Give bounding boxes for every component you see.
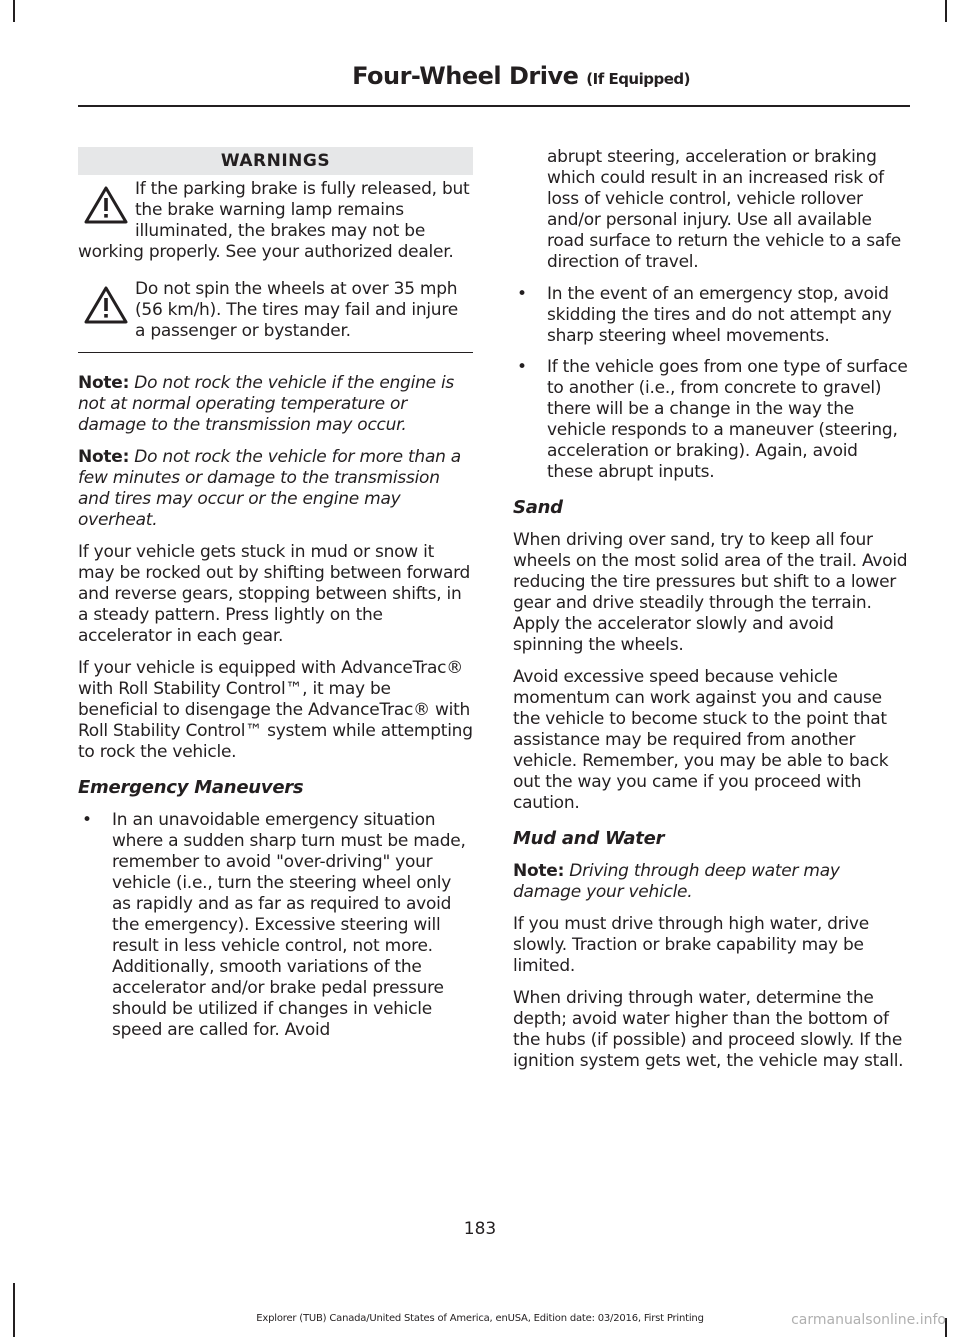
body-paragraph: If you must drive through high water, drive slowly. Traction or brake capability may be limited. — [513, 914, 869, 976]
note-label: Note: — [78, 447, 130, 467]
warnings-bottom-rule — [78, 352, 473, 353]
note-text: Do not rock the vehicle if the engine is not at normal operating temperature or damage to the transmission may occur. — [78, 373, 455, 435]
list-item-continuation: abrupt steering, acceleration or braking which could result in an increased risk of loss of vehicle control, vehicle rollover and/or personal injury. Use all available road surface to return the vehicle to a safe direction of travel. — [547, 147, 901, 272]
list-item — [513, 357, 908, 483]
warning-text-first: Do not spin the wheels at over 35 mph (56 km/h). The tires may fail and injure a passenger or bystander. — [135, 279, 458, 341]
header-rule — [78, 105, 910, 107]
bullet-list — [78, 810, 473, 1041]
section-heading-emergency-maneuvers: Emergency Maneuvers — [78, 777, 304, 798]
left-column — [78, 147, 473, 1055]
footer-edition-info: Explorer (TUB) Canada/United States of America, enUSA, Edition date: 03/2016, First Printing — [256, 1313, 704, 1324]
bullet-glyph: • — [517, 284, 527, 304]
list-item — [78, 810, 473, 1041]
right-column — [513, 147, 908, 1083]
crop-mark-top-left — [13, 0, 15, 22]
note-paragraph — [513, 861, 908, 903]
page-title-qualifier: (If Equipped) — [586, 70, 690, 88]
note-paragraph — [78, 447, 473, 531]
note-label: Note: — [78, 373, 130, 393]
page-number: 183 — [463, 1219, 497, 1239]
warning-triangle-icon — [84, 285, 128, 325]
watermark: carmanualsonline.info — [791, 1312, 946, 1328]
warnings-heading: WARNINGS — [78, 147, 473, 175]
note-text: Do not rock the vehicle for more than a few minutes or damage to the transmission and tires may occur or the engine may overheat. — [78, 447, 461, 530]
crop-mark-top-right — [945, 0, 947, 22]
list-item-text: In the event of an emergency stop, avoid skidding the tires and do not attempt any sharp steering wheel movements. — [547, 284, 892, 346]
list-item-text: In an unavoidable emergency situation where a sudden sharp turn must be made, remember to avoid "over-driving" your vehicle (i.e., turn the steering wheel only as rapidly and as far as required to avoid the emergency). Excessive steering will result in less vehicle control, not more. Additionally, smooth variations of the accelerator and/or brake pedal pressure should be utilized if changes in vehicle speed are called for. Avoid — [112, 810, 466, 1040]
bullet-list — [513, 284, 908, 483]
crop-mark-bottom-left — [13, 1283, 15, 1337]
page-title-main: Four-Wheel Drive — [352, 62, 579, 90]
warning-item — [78, 279, 473, 342]
page-title — [352, 62, 690, 90]
warning-text-first: If the parking brake is fully released, but the brake warning lamp remains illuminated, the brakes may not be — [135, 179, 470, 241]
body-paragraph: When driving through water, determine the depth; avoid water higher than the bottom of the hubs (if possible) and proceed slowly. If the ignition system gets wet, the vehicle may stall. — [513, 988, 904, 1071]
note-label: Note: — [513, 861, 565, 881]
note-paragraph — [78, 373, 473, 436]
bullet-glyph: • — [517, 357, 527, 377]
section-heading-sand: Sand — [513, 497, 563, 518]
list-item-text: If the vehicle goes from one type of surface to another (i.e., from concrete to gravel) there will be a change in the way the vehicle responds to a maneuver (steering, acceleration or braking). Again, avoid these abrupt inputs. — [547, 357, 908, 482]
body-paragraph: If your vehicle gets stuck in mud or snow it may be rocked out by shifting between forward and reverse gears, stopping between shifts, in a steady pattern. Press lightly on the accelerator in each gear. — [78, 542, 471, 646]
bullet-glyph: • — [82, 810, 92, 830]
body-paragraph: If your vehicle is equipped with AdvanceTrac® with Roll Stability Control™, it may be beneficial to disengage the AdvanceTrac® with Roll Stability Control™ system while attempting to rock the vehicle. — [78, 658, 473, 762]
warning-item — [78, 179, 473, 263]
warning-triangle-icon — [84, 185, 128, 225]
list-item — [513, 284, 908, 347]
note-text: Driving through deep water may damage your vehicle. — [513, 861, 840, 902]
section-heading-mud-and-water: Mud and Water — [513, 828, 665, 849]
warning-text-rest: working properly. See your authorized dealer. — [78, 242, 454, 262]
body-paragraph: Avoid excessive speed because vehicle momentum can work against you and cause the vehicle to become stuck to the point that assistance may be required from another vehicle. Remember, you may be able to back out the way you came if you proceed with caution. — [513, 667, 889, 813]
body-paragraph: When driving over sand, try to keep all four wheels on the most solid area of the trail. Avoid reducing the tire pressures but shift to a lower gear and drive steadily through the terrain. Apply the accelerator slowly and avoid spinning the wheels. — [513, 530, 908, 655]
